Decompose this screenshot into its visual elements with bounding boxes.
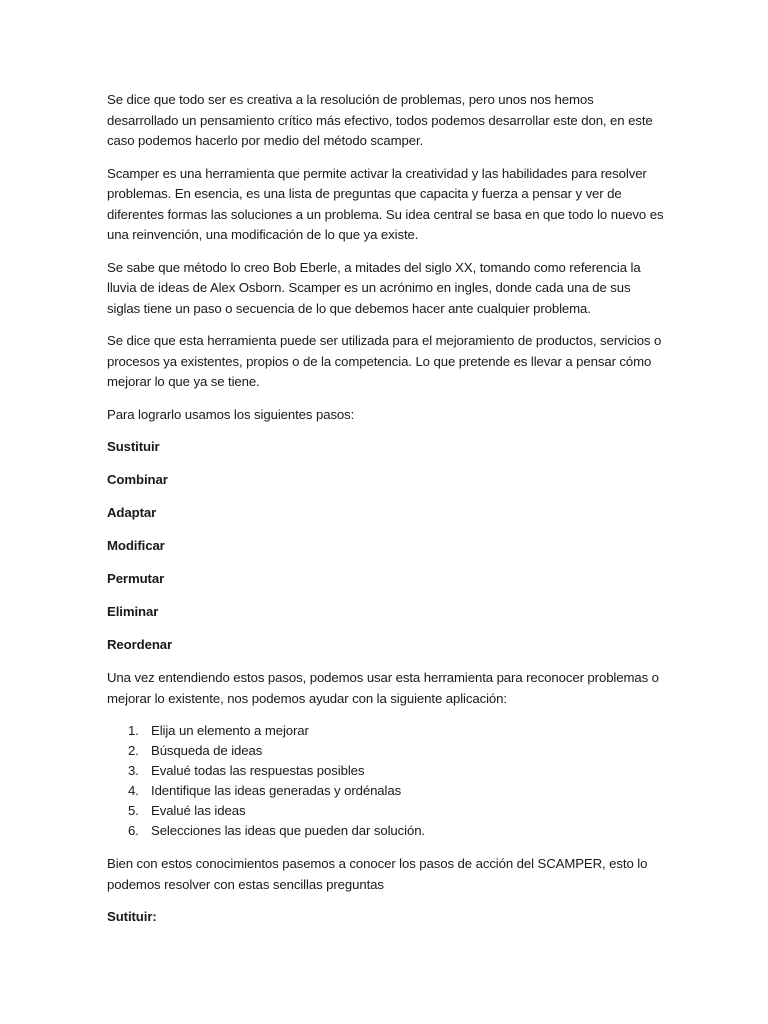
list-item-text: Identifique las ideas generadas y ordénalas bbox=[151, 783, 402, 798]
step-adaptar: Adaptar bbox=[107, 505, 157, 520]
closing-paragraph: Bien con estos conocimientos pasemos a conocer los pasos de acción del SCAMPER, esto lo podemos resolver con estas sencillas preguntas bbox=[107, 856, 648, 892]
list-item-number: 5. bbox=[128, 803, 139, 818]
intro-paragraph-2: Scamper es una herramienta que permite activar la creatividad y las habilidades para resolver problemas. En esencia, es una lista de preguntas que capacita y fuerza a pensar y ver de diferentes formas las soluciones a un problema. Su idea central se basa en que todo lo nuevo es una reinvención, una modificación de lo que ya existe. bbox=[107, 165, 664, 242]
step-reordenar: Reordenar bbox=[107, 637, 173, 652]
intro-paragraph-1: Se dice que todo ser es creativa a la resolución de problemas, pero unos nos hemos desarrollado un pensamiento crítico más efectivo, todos podemos desarrollar este don, en este caso podemos hacerlo por medio del método scamper. bbox=[107, 92, 653, 148]
application-list bbox=[107, 721, 667, 841]
list-item bbox=[107, 781, 667, 801]
intro-paragraph-5: Para lograrlo usamos los siguientes pasos: bbox=[107, 406, 355, 422]
list-item-number: 4. bbox=[128, 783, 139, 798]
list-item bbox=[107, 821, 667, 841]
list-item-number: 3. bbox=[128, 763, 139, 778]
step-sustituir: Sustituir bbox=[107, 439, 160, 454]
step-modificar: Modificar bbox=[107, 538, 165, 553]
step-permutar: Permutar bbox=[107, 571, 165, 586]
list-item-text: Evalué todas las respuestas posibles bbox=[151, 763, 365, 778]
list-item bbox=[107, 801, 667, 821]
list-item-text: Evalué las ideas bbox=[151, 803, 246, 818]
step-combinar: Combinar bbox=[107, 472, 168, 487]
list-item-text: Búsqueda de ideas bbox=[151, 743, 263, 758]
application-paragraph: Una vez entendiendo estos pasos, podemos usar esta herramienta para reconocer problemas o mejorar lo existente, nos podemos ayudar con la siguiente aplicación: bbox=[107, 670, 659, 706]
intro-paragraph-4: Se dice que esta herramienta puede ser utilizada para el mejoramiento de productos, servicios o procesos ya existentes, propios o de la competencia. Lo que pretende es llevar a pensar cómo mejorar lo que ya se tiene. bbox=[107, 333, 662, 389]
step-eliminar: Eliminar bbox=[107, 604, 159, 619]
list-item bbox=[107, 761, 667, 781]
intro-paragraph-3: Se sabe que método lo creo Bob Eberle, a mitades del siglo XX, tomando como referencia la lluvia de ideas de Alex Osborn. Scamper es un acrónimo en ingles, donde cada una de sus siglas tiene un paso o secuencia de lo que debemos hacer ante cualquier problema. bbox=[107, 259, 641, 316]
document-body bbox=[107, 90, 667, 927]
list-item-text: Elija un elemento a mejorar bbox=[151, 723, 309, 738]
section-heading-sutituir: Sutituir: bbox=[107, 909, 157, 924]
list-item-number: 6. bbox=[128, 823, 139, 838]
list-item-number: 1. bbox=[128, 723, 139, 738]
list-item bbox=[107, 721, 667, 741]
list-item bbox=[107, 741, 667, 761]
list-item-text: Selecciones las ideas que pueden dar solución. bbox=[151, 823, 425, 838]
list-item-number: 2. bbox=[128, 743, 139, 758]
